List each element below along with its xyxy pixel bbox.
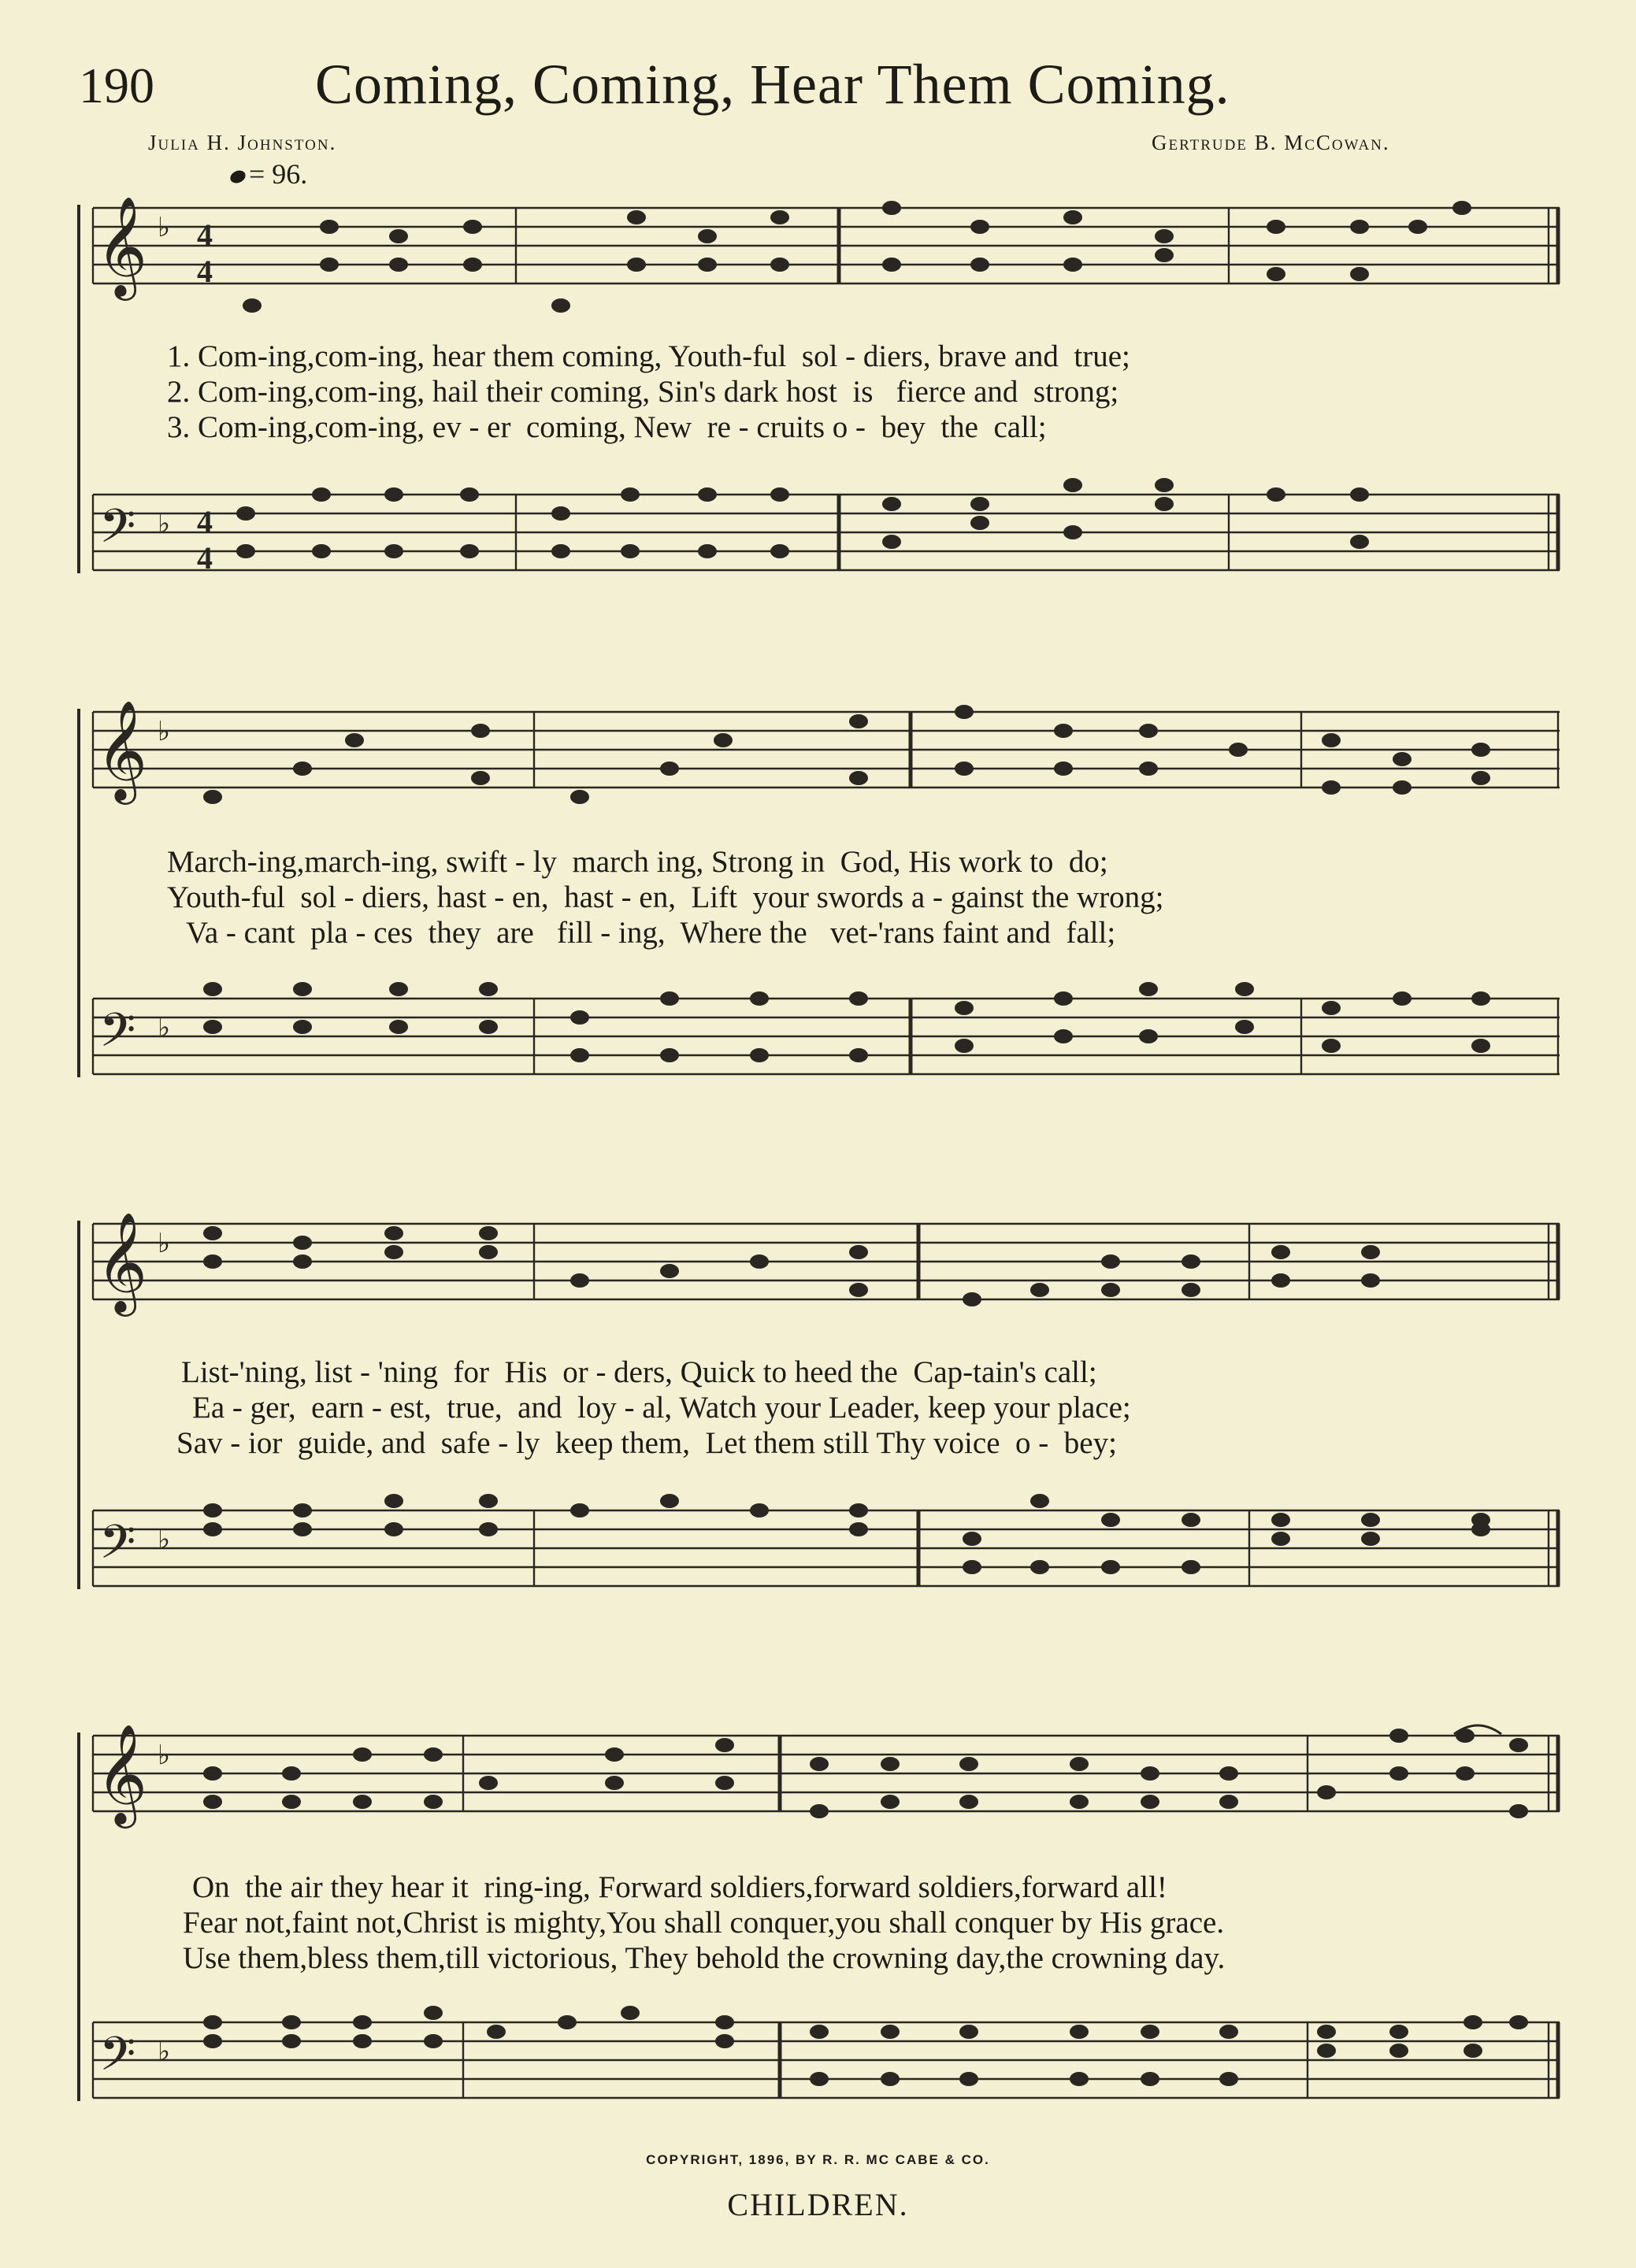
svg-text:4: 4 [197,254,213,289]
bass-clef-icon: 𝄢 [99,498,136,565]
svg-text:♭: ♭ [158,2036,171,2067]
svg-text:4: 4 [197,540,213,576]
topic-heading: CHILDREN. [727,2187,909,2222]
lyric-line: March-ing,march-ing, swift - ly march ing, Strong in God, His work to do; [167,845,1108,879]
lyric-line: 2. Com-ing,com-ing, hail their coming, Sin's dark host is fierce and strong; [167,375,1119,409]
svg-text:♭: ♭ [158,1228,171,1259]
svg-text:♭: ♭ [158,212,171,243]
tempo-value: = 96. [249,158,308,190]
composer-credit: Gertrude B. McCowan. [1152,131,1390,154]
svg-text:♭: ♭ [158,1524,171,1555]
lyricist-credit: Julia H. Johnston. [148,131,337,154]
lyric-line: List-'ning, list - 'ning for His or - ders, Quick to heed the Cap-tain's call; [181,1355,1097,1389]
svg-text:♭: ♭ [158,716,171,747]
treble-clef-icon: 𝄞 [96,699,148,800]
bass-clef-icon: 𝄢 [99,1514,136,1581]
lyric-line: 1. Com-ing,com-ing, hear them coming, Youth-ful sol - diers, brave and true; [167,339,1130,373]
lyric-line: Fear not,faint not,Christ is mighty,You shall conquer,you shall conquer by His grace. [183,1906,1225,1940]
lyric-line: Sav - ior guide, and safe - ly keep them, Let them still Thy voice o - bey; [176,1426,1117,1460]
svg-text:♭: ♭ [158,1012,171,1043]
page-number: 190 [79,57,154,113]
staff-pair-4 [0,1528,1636,2126]
treble-clef-icon: 𝄞 [96,1723,148,1824]
bass-clef-icon: 𝄢 [99,2026,136,2092]
svg-text:♭: ♭ [158,508,171,539]
lyric-line: On the air they hear it ring-ing, Forward soldiers,forward soldiers,forward all! [192,1870,1167,1904]
svg-text:♭: ♭ [158,1740,171,1771]
svg-text:4: 4 [197,504,213,539]
treble-clef-icon: 𝄞 [96,195,148,296]
svg-text:4: 4 [197,217,213,253]
lyric-line: Use them,bless them,till victorious, They behold the crowning day,the crowning day. [183,1941,1226,1975]
staff-pair-3 [0,1016,1636,1614]
copyright-notice: COPYRIGHT, 1896, BY R. R. MC CABE & CO. [646,2152,990,2167]
lyric-line: Ea - ger, earn - est, true, and loy - al, Watch your Leader, keep your place; [192,1391,1131,1425]
lyric-line: Va - cant pla - ces they are fill - ing, Where the vet-'rans faint and fall; [186,916,1116,950]
hymn-title: Coming, Coming, Hear Them Coming. [315,53,1230,116]
lyric-line: 3. Com-ing,com-ing, ev - er coming, New re - cruits o - bey the call; [167,410,1047,444]
treble-clef-icon: 𝄞 [96,1211,148,1312]
bass-clef-icon: 𝄢 [99,1002,136,1069]
staff-pair-2 [0,504,1636,1102]
lyric-line: Youth-ful sol - diers, hast - en, hast - en, Lift your swords a - gainst the wrong; [167,880,1164,914]
